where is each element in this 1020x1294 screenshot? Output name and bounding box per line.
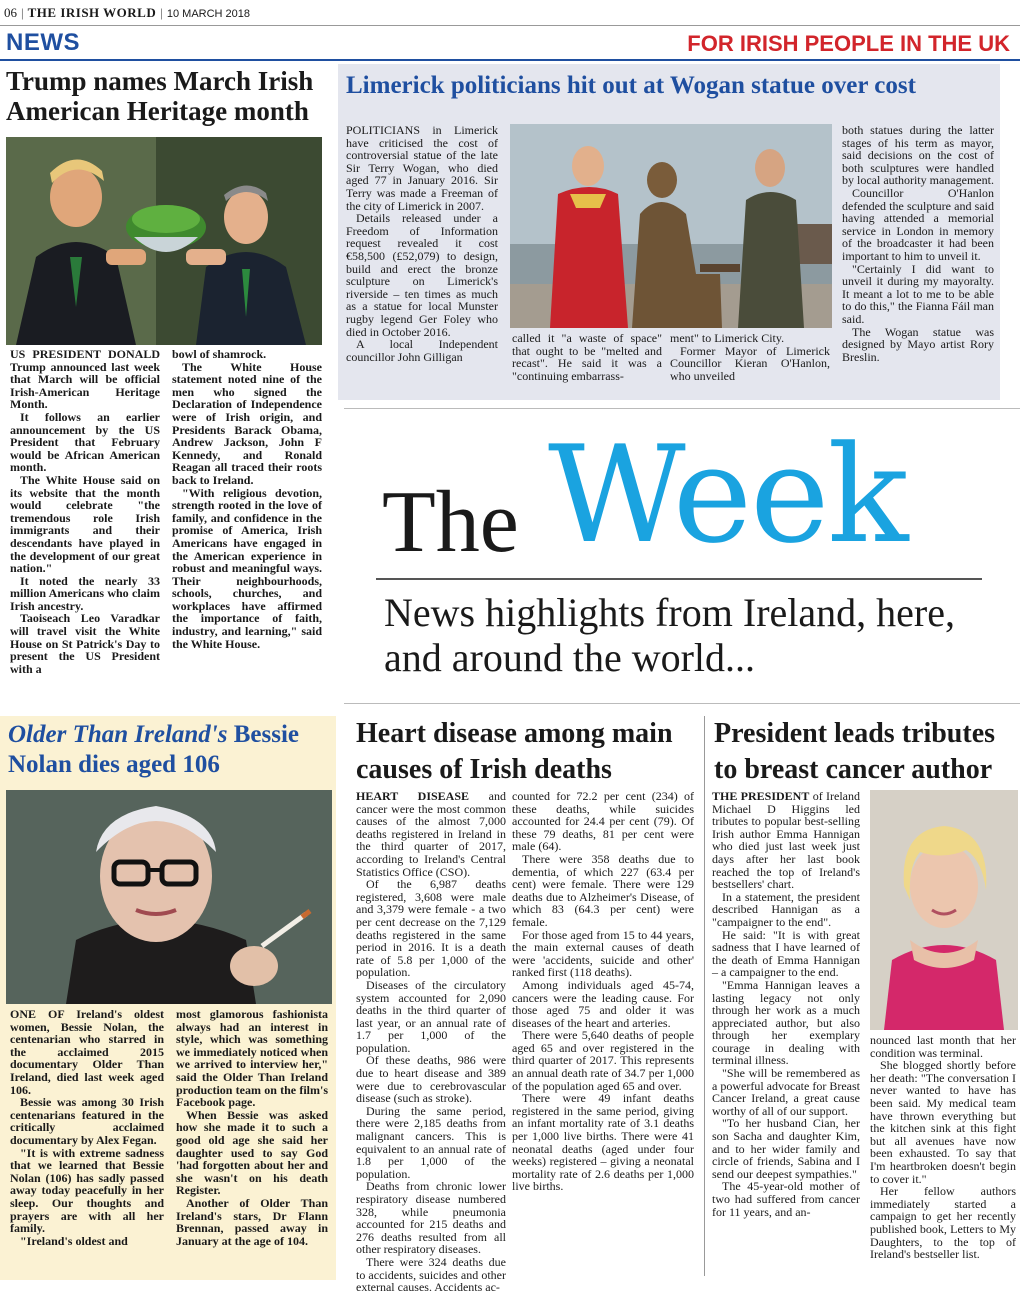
paragraph: Diseases of the circulatory system accounted for 2,090 deaths in the third quarter of last year, or an annual rate of 1.7 per 1,000 of the population. xyxy=(356,977,506,1055)
emma-hannigan-photo xyxy=(870,790,1018,1030)
paragraph: "Emma Hannigan leaves a lasting legacy not only through her work as a much appreciated author, but also through her exemplary courage in dealing with terminal illness. xyxy=(712,977,860,1068)
paragraph: She blogged shortly before her death: "The conversation I never wanted to have has been said. My medical team have thrown everything but the kitchen sink at this fight but all avenues have now been exhausted. To say that I'm heartbroken doesn't begin to cover it." xyxy=(870,1058,1016,1186)
paragraph: Bessie was among 30 Irish centenarians featured in the critically acclaimed documentary by Alex Fegan. xyxy=(10,1095,164,1147)
paragraph: Former Mayor of Limerick Councillor Kieran O'Hanlon, who unveiled xyxy=(670,343,830,383)
paragraph: For those aged from 15 to 44 years, the main external causes of death were 'accidents, suicide and other' ranked first (118 deaths). xyxy=(512,927,694,980)
paragraph: nounced last month that her condition was terminal. xyxy=(870,1033,1016,1060)
paragraph: called it "a waste of space" that ought to be "melted and recast". He said it was a "continuing embarrass- xyxy=(512,331,662,383)
paragraph: US PRESIDENT DONALD Trump announced last week that March will be official Irish-American Heritage Month. xyxy=(10,347,160,412)
trump-body-col1 xyxy=(10,348,160,675)
author-lead-text: of Ireland Michael D Higgins led tributes to popular best-selling Irish author Emma Hannigan who died just last week just days after her last book reached the top of Ireland's bestsellers' chart. xyxy=(712,789,860,892)
bessie-nolan-photo xyxy=(6,790,332,1004)
page-number: 06 xyxy=(4,5,17,20)
bessie-body-col2 xyxy=(176,1008,328,1247)
paragraph: During the same period, there were 2,185 deaths from malignant cancers. This is equivalent to an annual rate of 1.8 per 1,000 of the population. xyxy=(356,1103,506,1181)
paragraph: There were 358 deaths due to dementia, of which 227 (63.4 per cent) were female. There were 129 deaths due to Alzheimer's Disease, of which 83 (64.3 per cent) were female. xyxy=(512,851,694,929)
paragraph: Details released under a Freedom of Information request revealed it cost €58,500 (£52,079) to design, build and erect the bronze sculpture on Limerick's riverside – ten times as much as a statue for local Munster rugby legend Ger Foley who died in October 2016. xyxy=(346,211,498,339)
paragraph: both statues during the latter stages of his term as mayor, said decisions on the cost of both sculptures were handled by local authority management. xyxy=(842,123,994,188)
paragraph: There were 324 deaths due to accidents, suicides and other external causes. Accidents ac- xyxy=(356,1254,506,1294)
heart-lead-word: HEART DISEASE xyxy=(356,789,470,803)
paragraph: "With religious devotion, strength rooted in the love of family, and confidence in the promise of America, Irish Americans have engaged in the American experience in robust and meaningful ways. Their neighbourhoods, schools, churches, and workplaces have affirmed the importance of faith, industry, and learning," said the White House. xyxy=(172,485,322,651)
column-divider xyxy=(704,716,705,1276)
paragraph: The White House said on its website that the month would celebrate "the tremendous role Irish immigrants and their descendants have played in the development of our great nation." xyxy=(10,472,160,576)
paragraph: "Ireland's oldest and xyxy=(20,1233,128,1248)
section-tagline: FOR IRISH PEOPLE IN THE UK xyxy=(687,31,1010,56)
section-label: NEWS xyxy=(6,29,80,56)
publication-name: THE IRISH WORLD xyxy=(27,5,157,20)
author-body-col2 xyxy=(870,1034,1016,1261)
bessie-headline-rest: Bessie Nolan dies aged 106 xyxy=(8,721,300,778)
paragraph: POLITICIANS in Limerick have criticised the cost of controversial statue of the late Sir Terry Wogan, who died aged 77 in January 2016. Sir Terry was made a Freeman of the city of Limerick in 2007. xyxy=(346,123,498,213)
paragraph: Among individuals aged 45-74, cancers were the leading cause. For those aged 75 and older it was diseases of the heart and arteries. xyxy=(512,977,694,1030)
paragraph: "She will be remembered as a powerful advocate for Breast Cancer Ireland, a great cause worthy of all of our support. xyxy=(712,1066,860,1118)
wogan-statue-photo xyxy=(510,124,832,328)
heart-body-col1 xyxy=(356,790,506,1294)
paragraph xyxy=(712,790,860,891)
paragraph: "Certainly I did want to unveil it during my mayoralty. It meant a lot to me to be able to do this," the Fianna Fáil man said. xyxy=(842,261,994,326)
paragraph: When Bessie was asked how she made it to such a good old age she said her daughter used to say God 'had forgotten about her and she wasn't on his death Register. xyxy=(176,1107,328,1198)
heart-lead-text: and cancer were the most common causes of the almost 7,000 deaths registered in Ireland in the third quarter of 2017, according to Ireland's Central Statistics Office (CSO). xyxy=(356,789,506,879)
heart-headline: Heart disease among main causes of Irish deaths xyxy=(356,718,673,785)
bessie-body-col1 xyxy=(10,1008,164,1247)
paragraph: ONE OF Ireland's oldest women, Bessie Nolan, the centenarian who starred in the acclaimed 2015 documentary Older Than Ireland, died last week aged 106. xyxy=(10,1007,164,1097)
week-banner-week: Week xyxy=(548,417,907,573)
trump-kenny-shamrock-photo xyxy=(6,137,322,345)
paragraph: Of these deaths, 986 were due to heart disease and 389 were due to cerebrovascular disease (such as stroke). xyxy=(356,1053,506,1106)
limerick-body-col1 xyxy=(346,124,498,363)
paragraph: It noted the nearly 33 million Americans who claim Irish ancestry. xyxy=(10,573,160,613)
week-banner-subtitle: News highlights from Ireland, here, and around the world... xyxy=(384,590,955,680)
paragraph: Deaths from chronic lower respiratory disease numbered 328, while pneumonia accounted for 215 deaths and 276 deaths resulted from all other respiratory diseases. xyxy=(356,1179,506,1257)
week-banner-the: The xyxy=(382,474,519,571)
paragraph: There were 5,640 deaths of people aged 65 and over registered in the third quarter of 2017. This represents an annual death rate of 34.7 per 1,000 of the population aged 65 and over. xyxy=(512,1028,694,1093)
limerick-headline: Limerick politicians hit out at Wogan statue over cost xyxy=(346,72,916,99)
limerick-body-col3 xyxy=(842,124,994,363)
paragraph: ment" to Limerick City. xyxy=(670,331,785,345)
limerick-body-under-photo-1 xyxy=(512,332,662,382)
heart-body-col2 xyxy=(512,790,694,1193)
paragraph: The 45-year-old mother of two had suffered from cancer for 11 years, and an- xyxy=(712,1179,860,1219)
paragraph: The Wogan statue was designed by Mayo artist Rory Breslin. xyxy=(842,324,994,364)
paragraph: Councillor O'Hanlon defended the sculpture and said having attended a memorial service in London in memory of the broadcaster it had been important to him to unveil it. xyxy=(842,185,994,263)
paragraph: "It is with extreme sadness that we learned that Bessie Nolan (106) has sadly passed away today peacefully in her sleep. Our thoughts and prayers are with all her family. xyxy=(10,1145,164,1236)
bessie-headline xyxy=(8,720,334,780)
paragraph: The White House statement noted nine of the men who signed the Declaration of Independence were of Irish origin, and Presidents Barack Obama, Andrew Jackson, John F Kennedy, and Ronald Reagan all traced their roots back to Ireland. xyxy=(172,359,322,487)
week-banner-rule xyxy=(376,578,982,580)
paragraph: bowl of shamrock. xyxy=(172,347,267,361)
paragraph: Her fellow authors immediately started a campaign to get her recently published book, Letters to My Daughters, to the top of Ireland's bestseller list. xyxy=(870,1184,1016,1262)
trump-body-col2 xyxy=(172,348,322,650)
paragraph: most glamorous fashionista always had an interest in style, which was something we immediately noticed when we arrived to interview her," said the Older Than Ireland production team on the film's Facebook page. xyxy=(176,1007,328,1110)
page-header: 06 | THE IRISH WORLD | 10 MARCH 2018 xyxy=(0,0,1020,26)
bessie-headline-film-title: Older Than Ireland's xyxy=(8,721,228,748)
paragraph: counted for 72.2 per cent (234) of these deaths, while suicides accounted for 24.4 per cent (79). Of these 79 deaths, 81 per cent were male (64). xyxy=(512,789,694,854)
paragraph: In a statement, the president described Hannigan as a "campaigner to the end". xyxy=(712,889,860,929)
trump-headline: Trump names March Irish American Heritage month xyxy=(6,66,314,126)
paragraph: "To her husband Cian, her son Sacha and daughter Kim, and to her wider family and circle of friends, Sabina and I send our deepest sympathies." xyxy=(712,1116,860,1181)
paragraph: A local Independent councillor John Gilligan xyxy=(346,337,498,364)
paragraph: There were 49 infant deaths registered in the same period, giving an infant mortality rate of 3.1 deaths per 1,000 live births. There were 41 neonatal deaths (aged under four weeks) registered – giving a neonatal mortality rate of 2.6 deaths per 1,000 live births. xyxy=(512,1091,694,1194)
paragraph xyxy=(356,790,506,878)
paragraph: Of the 6,987 deaths registered, 3,608 were male and 3,379 were female - a two per cent decrease on the 7,129 deaths registered in the same period in 2016. It is a death rate of 5.8 per 1,000 of the population. xyxy=(356,877,506,980)
limerick-body-under-photo-2 xyxy=(670,332,830,382)
paragraph: Taoiseach Leo Varadkar will travel visit the White House on St Patrick's Day to present the US President with a xyxy=(10,611,160,676)
section-bar xyxy=(0,27,1020,61)
author-headline: President leads tributes to breast cancer author xyxy=(714,718,996,785)
author-body-col1 xyxy=(712,790,860,1218)
issue-date: 10 MARCH 2018 xyxy=(166,8,251,20)
author-lead-word: THE PRESIDENT xyxy=(712,789,810,803)
paragraph: It follows an earlier announcement by the US President that February would be African American month. xyxy=(10,409,160,475)
paragraph: Another of Older Than Ireland's stars, Dr Flann Brennan, passed away in January at the age of 104. xyxy=(176,1195,328,1248)
paragraph: He said: "It is with great sadness that I have learned of the death of Emma Hannigan – a campaigner to the end. xyxy=(712,927,860,980)
